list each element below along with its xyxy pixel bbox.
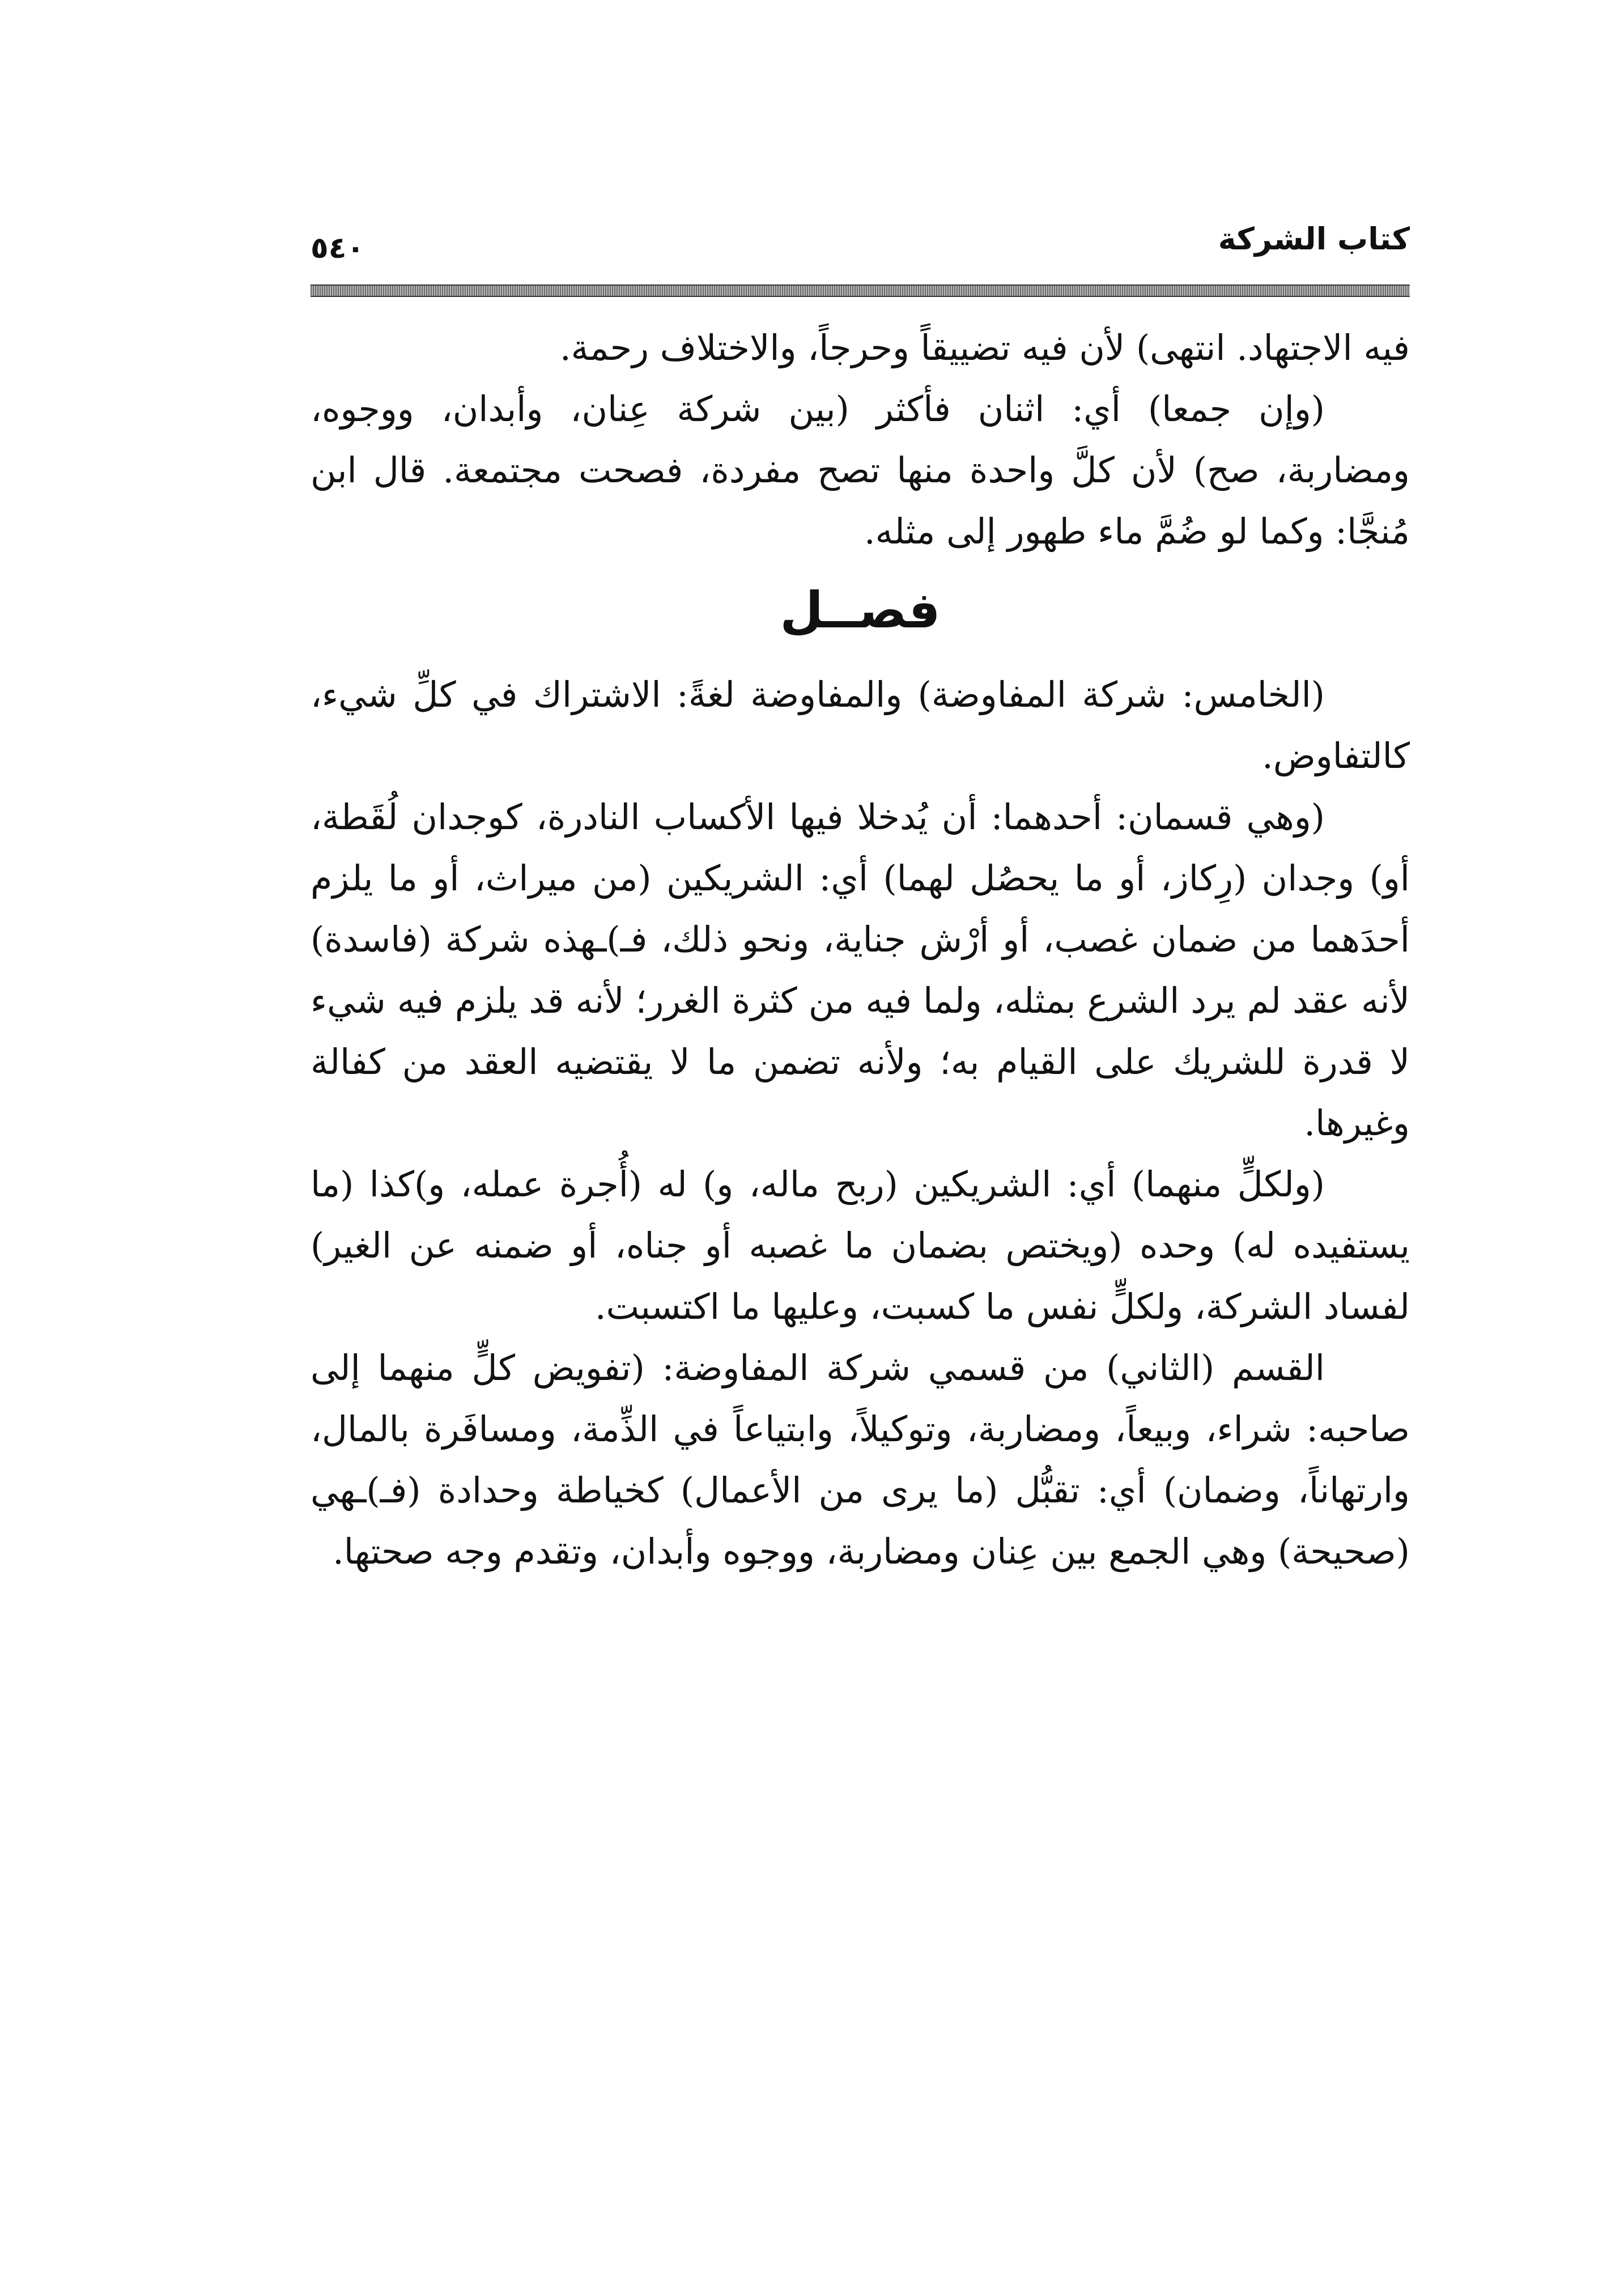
paragraph: (وإن جمعا) أي: اثنان فأكثر (بين شركة عِنان، وأبدان، ووجوه، ومضاربة، صح) لأن كلَّ واحدة منها تصح مفردة، فصحت مجتمعة. قال ابن مُنجَّا: وكما لو ضُمَّ ماء طهور إلى مثله. — [311, 388, 1410, 552]
main-text — [311, 317, 1410, 1582]
paragraph: (الخامس: شركة المفاوضة) والمفاوضة لغةً: الاشتراك في كلِّ شيء، كالتفاوض. — [311, 674, 1410, 776]
page-header — [311, 221, 1410, 283]
running-title: كتاب الشركة — [1218, 221, 1410, 257]
paragraph: (ولكلٍّ منهما) أي: الشريكين (ربح ماله، و) له (أُجرة عمله، و)كذا (ما يستفيده له) وحده (ويختص بضمان ما غصبه أو جناه، أو ضمنه عن الغير) لفساد الشركة، ولكلٍّ نفس ما كسبت، وعليها ما اكتسبت. — [311, 1164, 1410, 1327]
header-divider — [311, 284, 1410, 297]
paragraph: القسم (الثاني) من قسمي شركة المفاوضة: (تفويض كلٍّ منهما إلى صاحبه: شراء، وبيعاً، ومضاربة، وتوكيلاً، وابتياعاً في الذِّمة، ومسافَرة بالمال، وارتهاناً، وضمان) أي: تقبُّل (ما يرى من الأعمال) كخياطة وحدادة (فـ)ـهي (صحيحة) وهي الجمع بين عِنان ومضاربة، ووجوه وأبدان، وتقدم وجه صحتها. — [311, 1347, 1410, 1572]
paragraph: (وهي قسمان: أحدهما: أن يُدخلا فيها الأكساب النادرة، كوجدان لُقَطة، أو) وجدان (رِكاز، أو ما يحصُل لهما) أي: الشريكين (من ميراث، أو ما يلزم أحدَهما من ضمان غصب، أو أرْش جناية، ونحو ذلك، فـ)ـهذه شركة (فاسدة) لأنه عقد لم يرد الشرع بمثله، ولما فيه من كثرة الغرر؛ لأنه قد يلزم فيه شيء لا قدرة للشريك على القيام به؛ ولأنه تضمن ما لا يقتضيه العقد من كفالة وغيرها. — [311, 796, 1410, 1144]
page-number: ٥٤٠ — [311, 231, 365, 265]
section-heading: فصــل — [780, 581, 941, 639]
paragraph: فيه الاجتهاد. انتهى) لأن فيه تضييقاً وحرجاً، والاختلاف رحمة. — [559, 327, 1410, 368]
